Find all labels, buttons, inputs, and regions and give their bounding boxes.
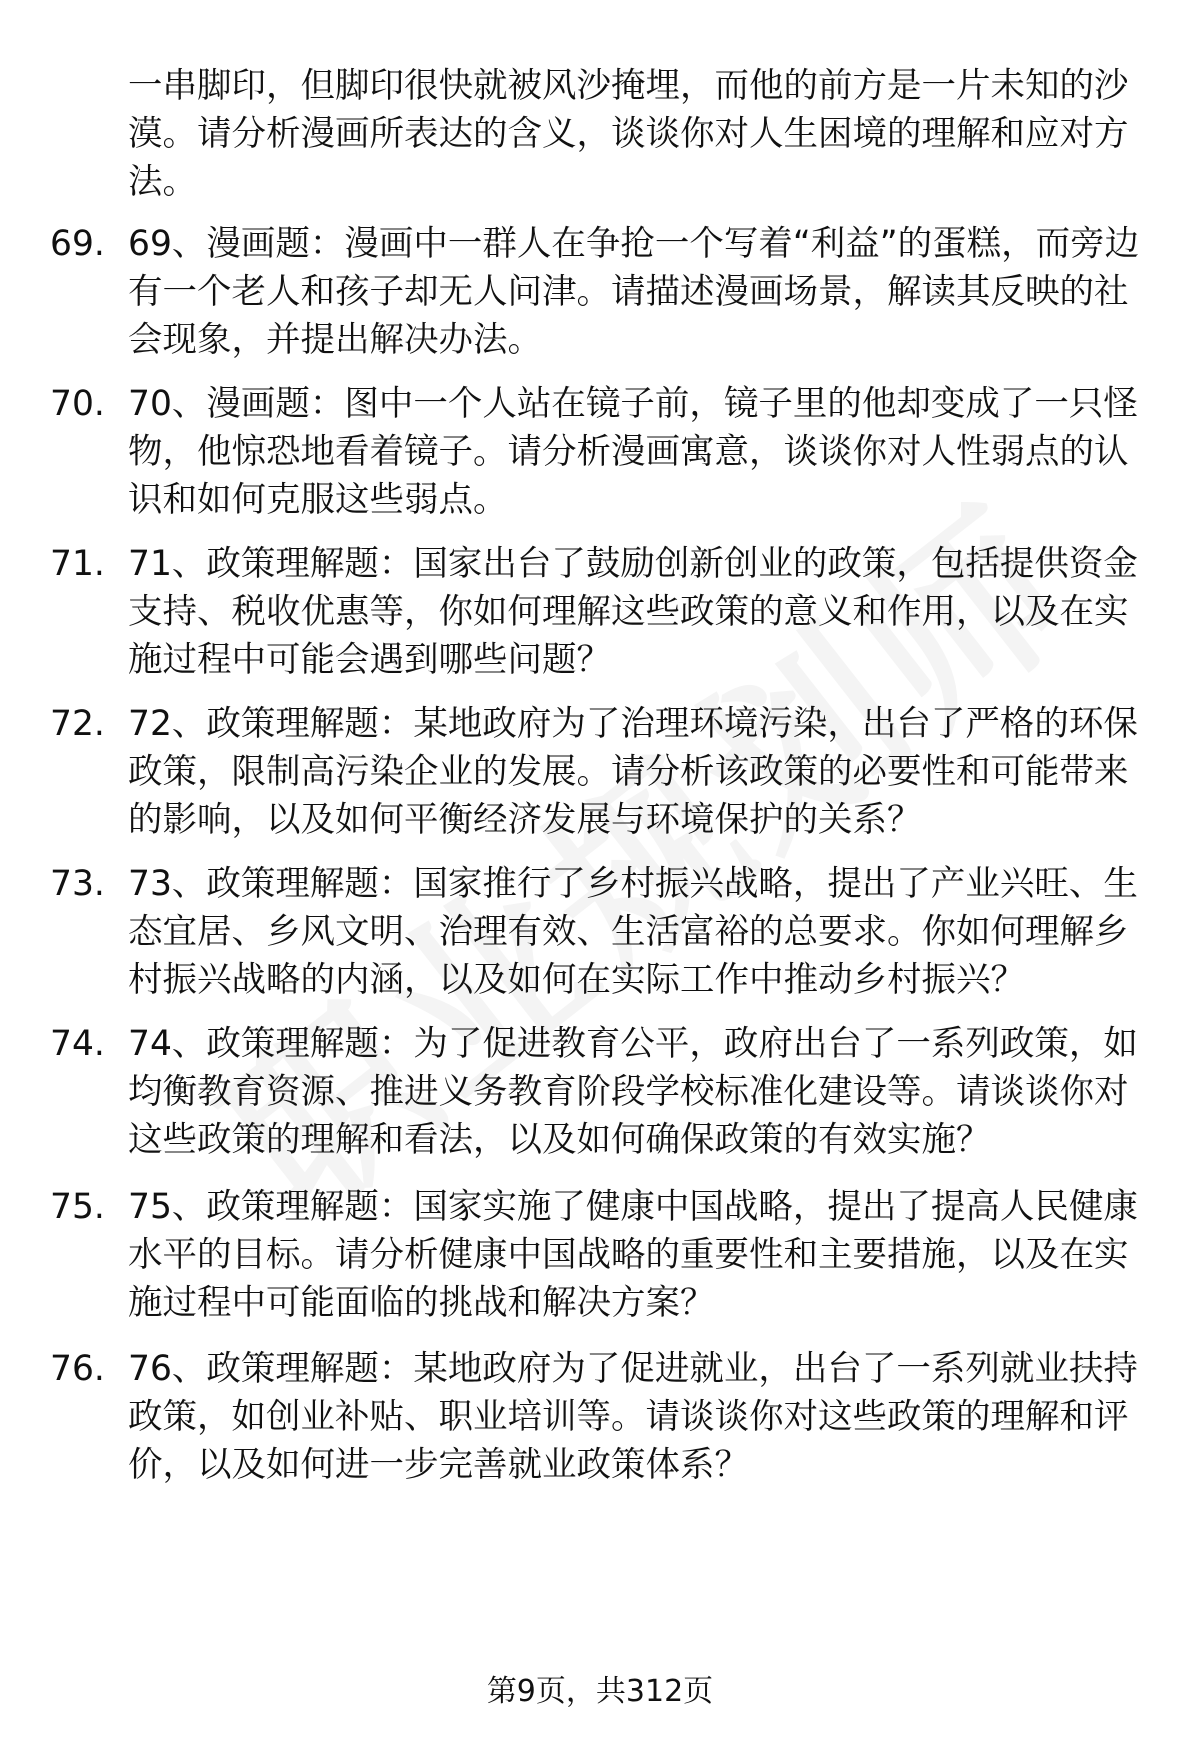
- question-number: 70.: [50, 384, 105, 424]
- question-text: 69、漫画题：漫画中一群人在争抢一个写着“利益”的蛋糕，而旁边有一个老人和孩子却无人问津。请描述漫画场景，解读其反映的社会现象，并提出解决办法。: [128, 224, 1140, 360]
- question-text: 72、政策理解题：某地政府为了治理环境污染，出台了严格的环保政策，限制高污染企业的发展。请分析该政策的必要性和可能带来的影响，以及如何平衡经济发展与环境保护的关系？: [128, 704, 1138, 840]
- page-footer: 第9页，共312页: [486, 1674, 714, 1709]
- question-number: 76.: [50, 1349, 105, 1389]
- question-text: 74、政策理解题：为了促进教育公平，政府出台了一系列政策，如均衡教育资源、推进义务教育阶段学校标准化建设等。请谈谈你对这些政策的理解和看法，以及如何确保政策的有效实施？: [128, 1024, 1138, 1160]
- question-number: 73.: [50, 864, 105, 904]
- question-number: 72.: [50, 704, 105, 744]
- question-text: 76、政策理解题：某地政府为了促进就业，出台了一系列就业扶持政策，如创业补贴、职业培训等。请谈谈你对这些政策的理解和评价，以及如何进一步完善就业政策体系？: [128, 1349, 1138, 1485]
- question-text: 75、政策理解题：国家实施了健康中国战略，提出了提高人民健康水平的目标。请分析健康中国战略的重要性和主要措施，以及在实施过程中可能面临的挑战和解决方案？: [128, 1187, 1138, 1323]
- question-number: 75.: [50, 1187, 105, 1227]
- continued-question-text: 一串脚印，但脚印很快就被风沙掩埋，而他的前方是一片未知的沙漠。请分析漫画所表达的含义，谈谈你对人生困境的理解和应对方法。: [128, 66, 1129, 202]
- question-text: 73、政策理解题：国家推行了乡村振兴战略，提出了产业兴旺、生态宜居、乡风文明、治理有效、生活富裕的总要求。你如何理解乡村振兴战略的内涵，以及如何在实际工作中推动乡村振兴？: [128, 864, 1138, 1000]
- question-text: 70、漫画题：图中一个人站在镜子前，镜子里的他却变成了一只怪物，他惊恐地看着镜子。请分析漫画寓意，谈谈你对人性弱点的认识和如何克服这些弱点。: [128, 384, 1138, 520]
- question-text: 71、政策理解题：国家出台了鼓励创新创业的政策，包括提供资金支持、税收优惠等，你如何理解这些政策的意义和作用，以及在实施过程中可能会遇到哪些问题？: [128, 544, 1138, 680]
- question-number: 74.: [50, 1024, 105, 1064]
- question-number: 69.: [50, 224, 105, 264]
- question-number: 71.: [50, 544, 105, 584]
